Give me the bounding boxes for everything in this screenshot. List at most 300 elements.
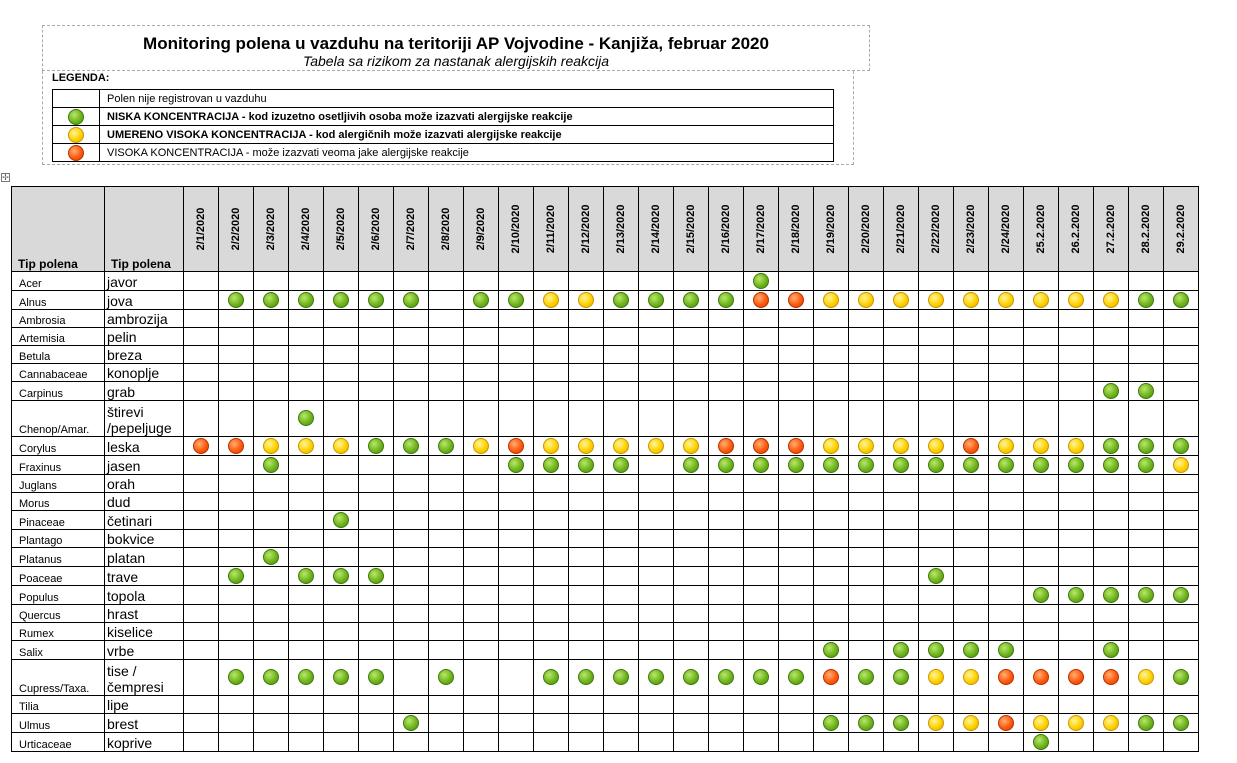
concentration-cell: [744, 475, 779, 493]
green-dot-icon: [1138, 383, 1154, 399]
concentration-cell: [989, 401, 1024, 437]
concentration-cell: [639, 548, 674, 567]
concentration-cell: [394, 660, 429, 696]
yellow-dot-icon: [963, 669, 979, 685]
concentration-cell: [709, 493, 744, 511]
concentration-cell: [184, 382, 219, 401]
yellow-dot-icon: [963, 292, 979, 308]
concentration-cell: [884, 567, 919, 586]
concentration-cell: [779, 586, 814, 605]
concentration-cell: [814, 310, 849, 328]
green-dot-icon: [718, 669, 734, 685]
red-dot-icon: [753, 438, 769, 454]
concentration-cell: [919, 310, 954, 328]
concentration-cell: [1024, 272, 1059, 291]
pollen-latin-name: Tilia: [12, 696, 105, 714]
green-dot-icon: [1138, 587, 1154, 603]
yellow-dot-icon: [578, 292, 594, 308]
concentration-cell: [814, 660, 849, 696]
concentration-cell: [499, 586, 534, 605]
green-dot-icon: [228, 669, 244, 685]
concentration-cell: [604, 456, 639, 475]
concentration-cell: [219, 623, 254, 641]
concentration-cell: [429, 696, 464, 714]
green-dot-icon: [893, 669, 909, 685]
concentration-cell: [954, 511, 989, 530]
concentration-cell: [1094, 456, 1129, 475]
green-dot-icon: [683, 457, 699, 473]
concentration-cell: [779, 548, 814, 567]
red-dot-icon: [508, 438, 524, 454]
concentration-cell: [604, 382, 639, 401]
green-dot-icon: [508, 292, 524, 308]
table-row: [12, 493, 1199, 511]
pollen-local-name: bokvice: [105, 530, 184, 548]
date-header: [1094, 187, 1129, 272]
concentration-cell: [604, 714, 639, 733]
concentration-cell: [639, 641, 674, 660]
concentration-cell: [639, 623, 674, 641]
concentration-cell: [744, 696, 779, 714]
concentration-cell: [884, 475, 919, 493]
concentration-cell: [604, 272, 639, 291]
concentration-cell: [814, 548, 849, 567]
concentration-cell: [429, 530, 464, 548]
concentration-cell: [184, 346, 219, 364]
concentration-cell: [464, 437, 499, 456]
green-dot-icon: [263, 292, 279, 308]
date-label: 2/17/2020: [755, 204, 767, 254]
pollen-local-name: četinari: [105, 511, 184, 530]
pollen-local-name: lipe: [105, 696, 184, 714]
concentration-cell: [919, 733, 954, 752]
concentration-cell: [534, 328, 569, 346]
concentration-cell: [989, 623, 1024, 641]
date-header: [744, 187, 779, 272]
concentration-cell: [359, 328, 394, 346]
concentration-cell: [639, 493, 674, 511]
concentration-cell: [744, 401, 779, 437]
concentration-cell: [884, 623, 919, 641]
concentration-cell: [219, 382, 254, 401]
concentration-cell: [219, 456, 254, 475]
green-dot-icon: [1173, 292, 1189, 308]
pollen-local-name: jasen: [105, 456, 184, 475]
concentration-cell: [779, 605, 814, 623]
concentration-cell: [884, 401, 919, 437]
concentration-cell: [919, 437, 954, 456]
concentration-cell: [184, 493, 219, 511]
green-dot-icon: [263, 457, 279, 473]
concentration-cell: [744, 733, 779, 752]
concentration-cell: [324, 382, 359, 401]
concentration-cell: [534, 272, 569, 291]
pollen-local-name: hrast: [105, 605, 184, 623]
concentration-cell: [849, 567, 884, 586]
concentration-cell: [499, 346, 534, 364]
concentration-cell: [429, 272, 464, 291]
table-row: [12, 605, 1199, 623]
table-row: [12, 291, 1199, 310]
green-dot-icon: [1173, 669, 1189, 685]
concentration-cell: [394, 493, 429, 511]
pollen-latin-name: Rumex: [12, 623, 105, 641]
table-row: [12, 567, 1199, 586]
date-label: 2/24/2020: [1000, 204, 1012, 254]
concentration-cell: [709, 696, 744, 714]
concentration-cell: [1129, 475, 1164, 493]
concentration-cell: [989, 291, 1024, 310]
concentration-cell: [289, 511, 324, 530]
green-dot-icon: [928, 642, 944, 658]
concentration-cell: [919, 567, 954, 586]
concentration-cell: [1059, 328, 1094, 346]
concentration-cell: [1129, 696, 1164, 714]
concentration-cell: [1059, 605, 1094, 623]
concentration-cell: [569, 272, 604, 291]
pollen-local-name: konoplje: [105, 364, 184, 382]
concentration-cell: [1059, 733, 1094, 752]
red-dot-icon: [963, 438, 979, 454]
concentration-cell: [219, 696, 254, 714]
yellow-dot-icon: [68, 127, 84, 143]
concentration-cell: [254, 548, 289, 567]
green-dot-icon: [718, 457, 734, 473]
yellow-dot-icon: [263, 438, 279, 454]
pollen-local-name: topola: [105, 586, 184, 605]
concentration-cell: [1024, 456, 1059, 475]
concentration-cell: [814, 364, 849, 382]
concentration-cell: [184, 328, 219, 346]
legend-icon-cell: [53, 126, 100, 144]
concentration-cell: [744, 364, 779, 382]
concentration-cell: [569, 660, 604, 696]
green-dot-icon: [998, 642, 1014, 658]
concentration-cell: [779, 511, 814, 530]
concentration-cell: [1094, 714, 1129, 733]
concentration-cell: [954, 714, 989, 733]
concentration-cell: [674, 456, 709, 475]
concentration-cell: [1164, 567, 1199, 586]
concentration-cell: [499, 272, 534, 291]
concentration-cell: [324, 401, 359, 437]
concentration-cell: [1129, 401, 1164, 437]
date-label: 25.2.2020: [1035, 204, 1047, 254]
concentration-cell: [954, 530, 989, 548]
concentration-cell: [709, 272, 744, 291]
date-header: [184, 187, 219, 272]
green-dot-icon: [438, 669, 454, 685]
concentration-cell: [359, 530, 394, 548]
concentration-cell: [639, 530, 674, 548]
pollen-latin-name: Alnus: [12, 291, 105, 310]
concentration-cell: [394, 605, 429, 623]
concentration-cell: [919, 714, 954, 733]
concentration-cell: [1094, 475, 1129, 493]
green-dot-icon: [648, 669, 664, 685]
concentration-cell: [1094, 641, 1129, 660]
concentration-cell: [954, 641, 989, 660]
concentration-cell: [989, 605, 1024, 623]
concentration-cell: [464, 586, 499, 605]
concentration-cell: [849, 696, 884, 714]
concentration-cell: [534, 548, 569, 567]
date-label: 2/22/2020: [930, 204, 942, 254]
yellow-dot-icon: [858, 438, 874, 454]
pollen-local-name: vrbe: [105, 641, 184, 660]
concentration-cell: [604, 586, 639, 605]
red-dot-icon: [753, 292, 769, 308]
concentration-cell: [919, 272, 954, 291]
concentration-cell: [744, 530, 779, 548]
legend-row: [53, 144, 834, 162]
concentration-cell: [989, 346, 1024, 364]
concentration-cell: [604, 605, 639, 623]
concentration-cell: [954, 310, 989, 328]
concentration-cell: [744, 605, 779, 623]
concentration-cell: [324, 346, 359, 364]
concentration-cell: [814, 530, 849, 548]
green-dot-icon: [613, 669, 629, 685]
concentration-cell: [464, 493, 499, 511]
concentration-cell: [849, 401, 884, 437]
concentration-cell: [254, 328, 289, 346]
concentration-cell: [1094, 696, 1129, 714]
table-move-handle[interactable]: ✢: [2, 173, 9, 182]
concentration-cell: [814, 291, 849, 310]
concentration-cell: [184, 511, 219, 530]
pollen-local-name: grab: [105, 382, 184, 401]
concentration-cell: [289, 530, 324, 548]
concentration-cell: [954, 660, 989, 696]
concentration-cell: [1059, 401, 1094, 437]
concentration-cell: [534, 623, 569, 641]
red-dot-icon: [228, 438, 244, 454]
concentration-cell: [1129, 437, 1164, 456]
pollen-latin-name: Plantago: [12, 530, 105, 548]
concentration-cell: [184, 623, 219, 641]
concentration-cell: [884, 493, 919, 511]
concentration-cell: [709, 641, 744, 660]
title-box: [42, 25, 870, 71]
concentration-cell: [744, 548, 779, 567]
green-dot-icon: [1138, 715, 1154, 731]
date-header: [674, 187, 709, 272]
concentration-cell: [219, 272, 254, 291]
date-label: 2/19/2020: [825, 204, 837, 254]
concentration-cell: [1129, 548, 1164, 567]
concentration-cell: [1129, 364, 1164, 382]
pollen-latin-name: Quercus: [12, 605, 105, 623]
concentration-cell: [1094, 401, 1129, 437]
concentration-cell: [359, 346, 394, 364]
concentration-cell: [744, 272, 779, 291]
concentration-cell: [884, 548, 919, 567]
concentration-cell: [394, 586, 429, 605]
concentration-cell: [744, 641, 779, 660]
pollen-local-name: leska: [105, 437, 184, 456]
concentration-cell: [184, 475, 219, 493]
concentration-cell: [324, 364, 359, 382]
concentration-cell: [1129, 567, 1164, 586]
concentration-cell: [1164, 456, 1199, 475]
concentration-cell: [464, 641, 499, 660]
concentration-cell: [709, 530, 744, 548]
concentration-cell: [184, 272, 219, 291]
concentration-cell: [534, 733, 569, 752]
pollen-local-name: koprive: [105, 733, 184, 752]
green-dot-icon: [788, 669, 804, 685]
concentration-cell: [184, 548, 219, 567]
concentration-cell: [989, 364, 1024, 382]
concentration-cell: [324, 328, 359, 346]
green-dot-icon: [1103, 457, 1119, 473]
date-header: [289, 187, 324, 272]
concentration-cell: [464, 346, 499, 364]
concentration-cell: [254, 346, 289, 364]
concentration-cell: [394, 530, 429, 548]
concentration-cell: [779, 346, 814, 364]
concentration-cell: [324, 714, 359, 733]
concentration-cell: [989, 475, 1024, 493]
green-dot-icon: [858, 457, 874, 473]
legend-icon-cell: [53, 108, 100, 126]
concentration-cell: [1129, 511, 1164, 530]
green-dot-icon: [858, 715, 874, 731]
concentration-cell: [779, 328, 814, 346]
yellow-dot-icon: [893, 438, 909, 454]
concentration-cell: [219, 346, 254, 364]
concentration-cell: [954, 605, 989, 623]
pollen-local-name: breza: [105, 346, 184, 364]
table-header-row: [12, 187, 1199, 272]
concentration-cell: [954, 346, 989, 364]
concentration-cell: [289, 364, 324, 382]
concentration-cell: [744, 291, 779, 310]
concentration-cell: [884, 511, 919, 530]
concentration-cell: [289, 346, 324, 364]
concentration-cell: [534, 586, 569, 605]
concentration-cell: [884, 733, 919, 752]
pollen-latin-name: Juglans: [12, 475, 105, 493]
concentration-cell: [289, 310, 324, 328]
concentration-cell: [814, 493, 849, 511]
concentration-cell: [1059, 382, 1094, 401]
concentration-cell: [429, 511, 464, 530]
concentration-cell: [1129, 346, 1164, 364]
concentration-cell: [429, 623, 464, 641]
concentration-cell: [569, 493, 604, 511]
concentration-cell: [989, 493, 1024, 511]
concentration-cell: [184, 660, 219, 696]
legend-text: UMERENO VISOKA KONCENTRACIJA - kod alergičnih može izazvati alergijske reakcije: [100, 126, 834, 144]
concentration-cell: [394, 475, 429, 493]
concentration-cell: [219, 660, 254, 696]
concentration-cell: [359, 310, 394, 328]
date-header: [989, 187, 1024, 272]
concentration-cell: [359, 437, 394, 456]
concentration-cell: [1129, 623, 1164, 641]
concentration-cell: [814, 456, 849, 475]
concentration-cell: [1164, 493, 1199, 511]
concentration-cell: [1164, 328, 1199, 346]
green-dot-icon: [578, 669, 594, 685]
concentration-cell: [744, 714, 779, 733]
concentration-cell: [849, 548, 884, 567]
concentration-cell: [709, 605, 744, 623]
concentration-cell: [1164, 401, 1199, 437]
concentration-cell: [359, 291, 394, 310]
concentration-cell: [394, 456, 429, 475]
green-dot-icon: [403, 715, 419, 731]
yellow-dot-icon: [1068, 438, 1084, 454]
green-dot-icon: [438, 438, 454, 454]
concentration-cell: [499, 382, 534, 401]
concentration-cell: [709, 310, 744, 328]
concentration-cell: [674, 291, 709, 310]
pollen-latin-name: Ulmus: [12, 714, 105, 733]
concentration-cell: [1129, 456, 1164, 475]
concentration-cell: [534, 567, 569, 586]
concentration-cell: [884, 605, 919, 623]
yellow-dot-icon: [1068, 715, 1084, 731]
red-dot-icon: [788, 438, 804, 454]
concentration-cell: [569, 291, 604, 310]
legend-row: [53, 126, 834, 144]
concentration-cell: [919, 623, 954, 641]
concentration-cell: [639, 346, 674, 364]
concentration-cell: [1164, 530, 1199, 548]
pollen-latin-name: Populus: [12, 586, 105, 605]
concentration-cell: [919, 364, 954, 382]
concentration-cell: [569, 586, 604, 605]
concentration-cell: [639, 382, 674, 401]
concentration-cell: [954, 493, 989, 511]
pollen-latin-name: Ambrosia: [12, 310, 105, 328]
red-dot-icon: [1103, 669, 1119, 685]
concentration-cell: [499, 548, 534, 567]
concentration-cell: [709, 437, 744, 456]
yellow-dot-icon: [823, 292, 839, 308]
concentration-cell: [989, 328, 1024, 346]
concentration-cell: [919, 291, 954, 310]
concentration-cell: [289, 456, 324, 475]
pollen-latin-name: Morus: [12, 493, 105, 511]
yellow-dot-icon: [998, 438, 1014, 454]
red-dot-icon: [998, 669, 1014, 685]
concentration-cell: [1059, 364, 1094, 382]
concentration-cell: [359, 696, 394, 714]
concentration-cell: [779, 567, 814, 586]
concentration-cell: [1129, 605, 1164, 623]
concentration-cell: [1164, 696, 1199, 714]
concentration-cell: [1024, 511, 1059, 530]
concentration-cell: [534, 437, 569, 456]
concentration-cell: [219, 605, 254, 623]
green-dot-icon: [823, 457, 839, 473]
yellow-dot-icon: [1068, 292, 1084, 308]
concentration-cell: [394, 641, 429, 660]
concentration-cell: [219, 364, 254, 382]
date-header: [464, 187, 499, 272]
green-dot-icon: [543, 669, 559, 685]
concentration-cell: [814, 567, 849, 586]
concentration-cell: [674, 328, 709, 346]
concentration-cell: [499, 641, 534, 660]
table-row: [12, 511, 1199, 530]
concentration-cell: [1129, 733, 1164, 752]
concentration-cell: [569, 605, 604, 623]
